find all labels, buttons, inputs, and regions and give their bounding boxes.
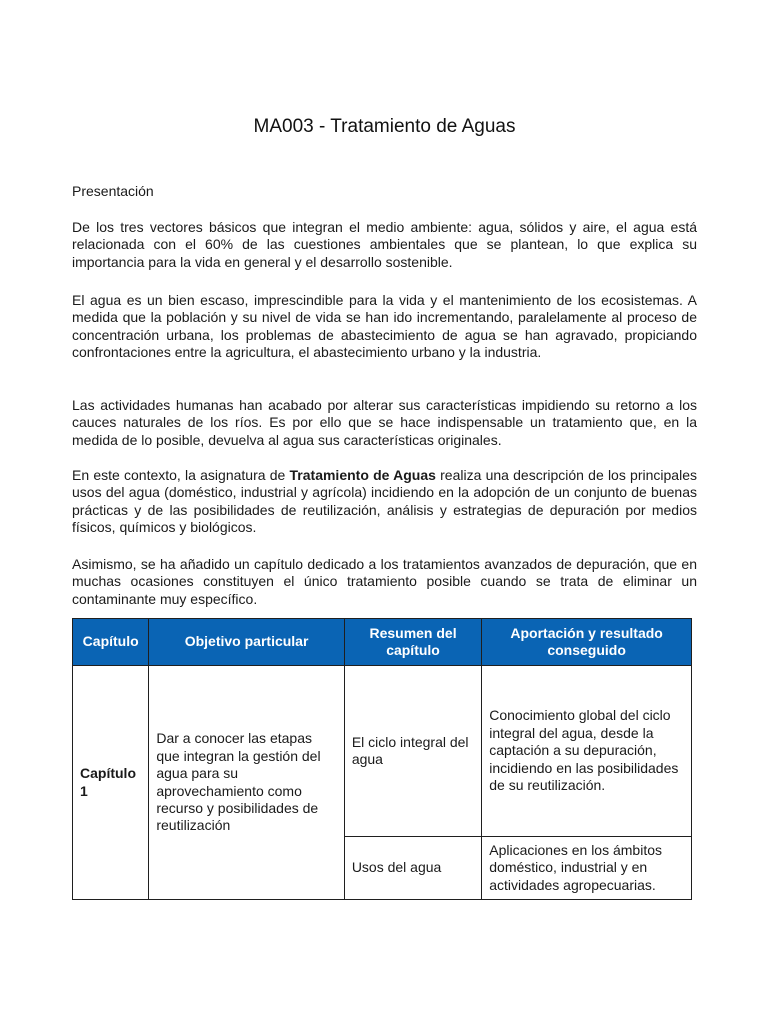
table-row xyxy=(73,666,692,837)
header-objective: Objetivo particular xyxy=(149,619,344,666)
chapters-table xyxy=(72,618,692,900)
summary-cell: El ciclo integral del agua xyxy=(344,666,481,837)
paragraph-4 xyxy=(72,467,697,537)
table-header-row xyxy=(73,619,692,666)
paragraph-4-end: realiza una descripción de los principales usos del agua (doméstico, industrial y agrícola) incidiendo en la adopción de un conjunto de buenas prácticas y de las posibilidades de reutilización, análisis y estrategias de depuración por medios físicos, químicos y biológicos. xyxy=(72,467,697,536)
paragraph-2: El agua es un bien escaso, imprescindible para la vida y el mantenimiento de los ecosistemas. A medida que la población y su nivel de vida se han ido incrementando, paralelamente al proceso de concentración urbana, los problemas de abastecimiento de agua se han agravado, propiciando confrontaciones entre la agricultura, el abastecimiento urbano y la industria. xyxy=(72,292,697,361)
contribution-cell: Conocimiento global del ciclo integral del agua, desde la captación a su depuración, incidiendo en las posibilidades de su reutilización. xyxy=(482,666,692,837)
chapter-label-cell: Capítulo 1 xyxy=(73,666,149,900)
paragraph-1: De los tres vectores básicos que integran el medio ambiente: agua, sólidos y aire, el agua está relacionada con el 60% de las cuestiones ambientales que se plantean, lo que explica su importancia para la vida en general y el desarrollo sostenible. xyxy=(72,219,697,270)
paragraph-4-start: En este contexto, la asignatura de xyxy=(72,467,290,483)
section-heading: Presentación xyxy=(72,183,154,199)
contribution-cell: Aplicaciones en los ámbitos doméstico, industrial y en actividades agropecuarias. xyxy=(482,837,692,900)
objective-cell: Dar a conocer las etapas que integran la gestión del agua para su aprovechamiento como recurso y posibilidades de reutilización xyxy=(149,666,344,900)
paragraph-3: Las actividades humanas han acabado por alterar sus características impidiendo su retorno a los cauces naturales de los ríos. Es por ello que se hace indispensable un tratamiento que, en la medida de lo posible, devuelva al agua sus características originales. xyxy=(72,397,697,448)
course-name-bold: Tratamiento de Aguas xyxy=(289,467,436,483)
document-title: MA003 - Tratamiento de Aguas xyxy=(253,116,516,137)
header-chapter: Capítulo xyxy=(73,619,149,666)
header-contribution: Aportación y resultado conseguido xyxy=(482,619,692,666)
paragraph-5: Asimismo, se ha añadido un capítulo dedicado a los tratamientos avanzados de depuración, que en muchas ocasiones constituyen el único tratamiento posible cuando se trata de eliminar un contaminante muy específico. xyxy=(72,556,697,607)
summary-cell: Usos del agua xyxy=(344,837,481,900)
header-summary: Resumen del capítulo xyxy=(344,619,481,666)
